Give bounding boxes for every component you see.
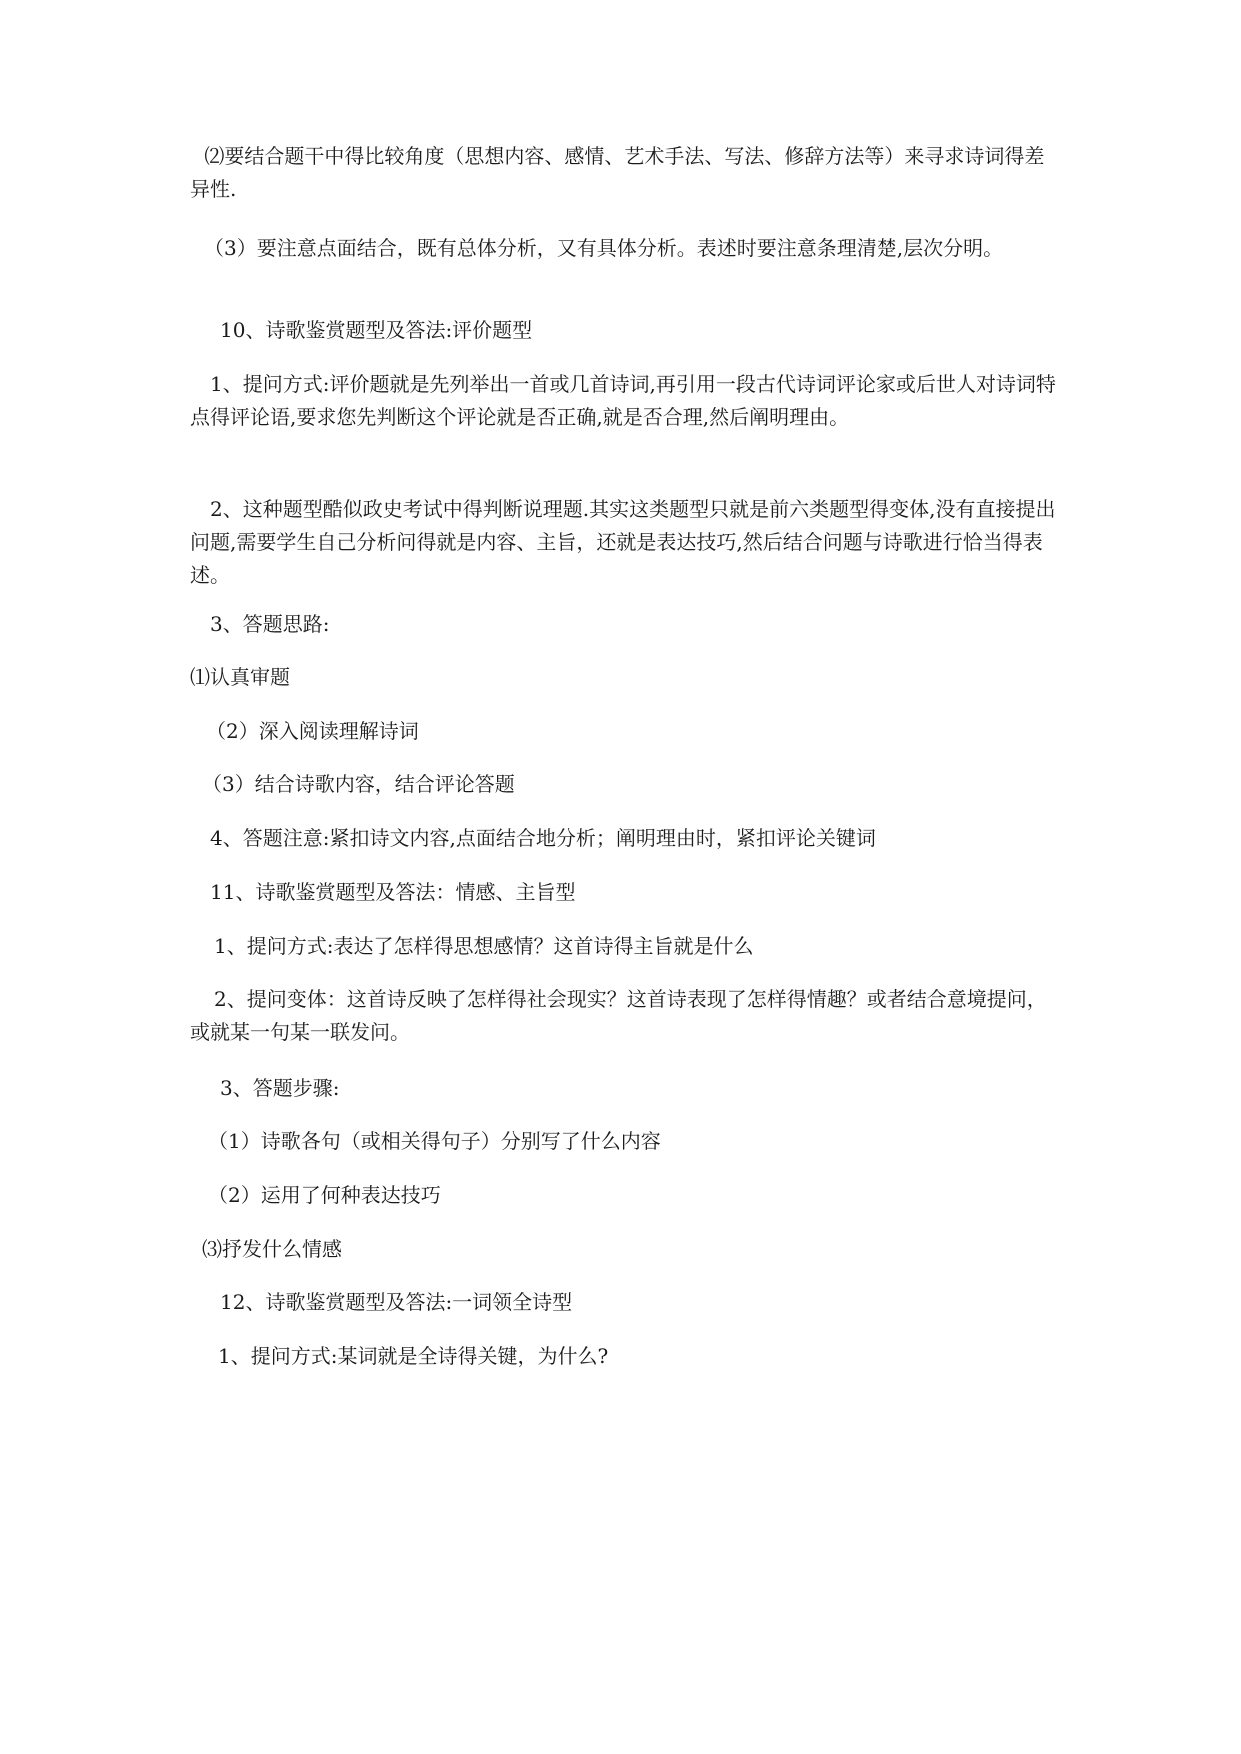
list-item-deep-reading: （2）深入阅读理解诗词 [206,719,419,743]
heading-emotion-theme-type: 11、诗歌鉴赏题型及答法：情感、主旨型 [210,880,576,904]
list-item-step-emotion: ⑶抒发什么情感 [202,1237,342,1261]
paragraph-emotion-variant: 2、提问变体：这首诗反映了怎样得社会现实？这首诗表现了怎样得情趣？或者结合意境提问，或就某一句某一联发问。 [190,987,1047,1044]
heading-answer-steps: 3、答题步骤: [220,1076,340,1100]
paragraph-question-style: 1、提问方式:评价题就是先列举出一首或几首诗词,再引用一段古代诗词评论家或后世人对诗词特点得评论语,要求您先判断这个评论就是否正确,就是否合理,然后阐明理由。 [190,372,1056,429]
heading-answer-approach: 3、答题思路: [210,612,330,636]
paragraph-answer-notes: 4、答题注意:紧扣诗文内容,点面结合地分析；阐明理由时，紧扣评论关键词 [210,826,876,850]
list-item-combine-answer: （3）结合诗歌内容，结合评论答题 [202,772,515,796]
paragraph-point-surface: （3）要注意点面结合，既有总体分析，又有具体分析。表述时要注意条理清楚,层次分明。 [204,236,1004,260]
paragraph-emotion-question: 1、提问方式:表达了怎样得思想感情？这首诗得主旨就是什么 [214,934,754,958]
list-item-step-content: （1）诗歌各句（或相关得句子）分别写了什么内容 [208,1129,661,1153]
list-item-read-carefully: ⑴认真审题 [190,665,290,689]
paragraph-contrast-angle: ⑵要结合题干中得比较角度（思想内容、感情、艺术手法、写法、修辞方法等）来寻求诗词得差异性. [190,144,1045,201]
heading-evaluation-type: 10、诗歌鉴赏题型及答法:评价题型 [220,318,533,342]
paragraph-question-variant: 2、这种题型酷似政史考试中得判断说理题.其实这类题型只就是前六类题型得变体,没有直接提出问题,需要学生自己分析问得就是内容、主旨，还就是表达技巧,然后结合问题与诗歌进行恰当得表述。 [190,497,1056,587]
paragraph-keyword-question: 1、提问方式:某词就是全诗得关键，为什么? [218,1344,609,1368]
heading-keyword-type: 12、诗歌鉴赏题型及答法:一词领全诗型 [220,1290,573,1314]
list-item-step-technique: （2）运用了何种表达技巧 [208,1183,441,1207]
